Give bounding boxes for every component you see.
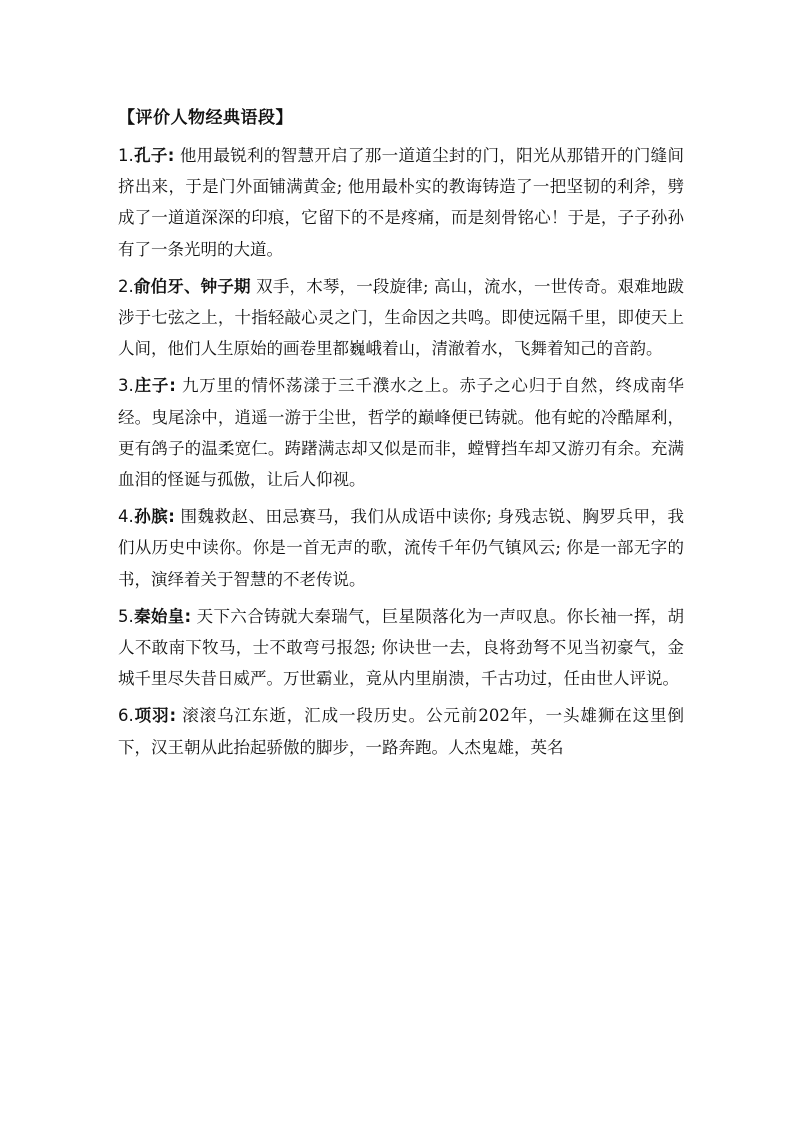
entry-text: 双手，木琴，一段旋律; 高山，流水，一世传奇。艰难地跋涉于七弦之上，十指轻敲心灵之门，生命因之共鸣。即使远隔千里，即使天上人间，他们人生原始的画卷里都巍峨着山，清澈着水，飞舞着知己的音韵。 — [118, 276, 684, 359]
entry-text: 他用最锐利的智慧开启了那一道道尘封的门，阳光从那错开的门缝间挤出来，于是门外面铺满黄金; 他用最朴实的教诲铸造了一把坚韧的利斧，劈成了一道道深深的印痕，它留下的不是疼痛，而是刻骨铭心！于是，子子孙孙有了一条光明的大道。 — [118, 146, 684, 259]
entry-number: 6. — [118, 706, 134, 726]
entry-text: 天下六合铸就大秦瑞气，巨星陨落化为一声叹息。你长袖一挥，胡人不敢南下牧马，士不敢弯弓报怨; 你诀世一去，良将劲弩不见当初豪气，金城千里尽失昔日威严。万世霸业，竟从内里崩溃，千古功过，任由世人评说。 — [118, 606, 684, 689]
document-page — [118, 102, 684, 769]
entry-boya-ziqi — [118, 271, 684, 365]
entry-text: 滚滚乌江东逝，汇成一段历史。公元前202年，一头雄狮在这里倒下，汉王朝从此抬起骄傲的脚步，一路奔跑。人杰鬼雄，英名 — [118, 706, 684, 757]
entry-name: 秦始皇: — [133, 606, 192, 626]
entry-sun-bin — [118, 501, 684, 595]
entry-number: 1. — [118, 146, 134, 165]
entry-text: 围魏救赵、田忌赛马，我们从成语中读你; 身残志锐、胸罗兵甲，我们从历史中读你。你是一首无声的歌，流传千年仍气镇风云; 你是一部无字的书，演绎着关于智慧的不老传说。 — [118, 507, 684, 589]
entry-name: 俞伯牙、钟子期 — [133, 276, 251, 296]
entry-number: 3. — [118, 376, 134, 396]
entry-name: 孙膑: — [133, 507, 175, 527]
entry-number: 4. — [118, 507, 134, 527]
entry-text: 九万里的情怀荡漾于三千濮水之上。赤子之心归于自然，终成南华经。曳尾涂中，逍遥一游于尘世，哲学的巅峰便已铸就。他有蛇的冷酷犀利，更有鸽子的温柔宽仁。踌躇满志却又似是而非，螳臂挡车却又游刃有余。充满血泪的怪诞与孤傲，让后人仰视。 — [118, 376, 684, 490]
entry-number: 5. — [118, 606, 134, 626]
entry-confucius — [118, 140, 684, 265]
entry-qin-shihuang — [118, 601, 684, 695]
entry-name: 孔子: — [133, 146, 175, 165]
entry-zhuangzi — [118, 370, 684, 495]
entry-name: 庄子: — [133, 376, 176, 396]
entry-xiang-yu — [118, 700, 684, 762]
entry-number: 2. — [118, 276, 134, 296]
entry-name: 项羽: — [133, 706, 177, 726]
document-heading: 【评价人物经典语段】 — [118, 108, 293, 128]
